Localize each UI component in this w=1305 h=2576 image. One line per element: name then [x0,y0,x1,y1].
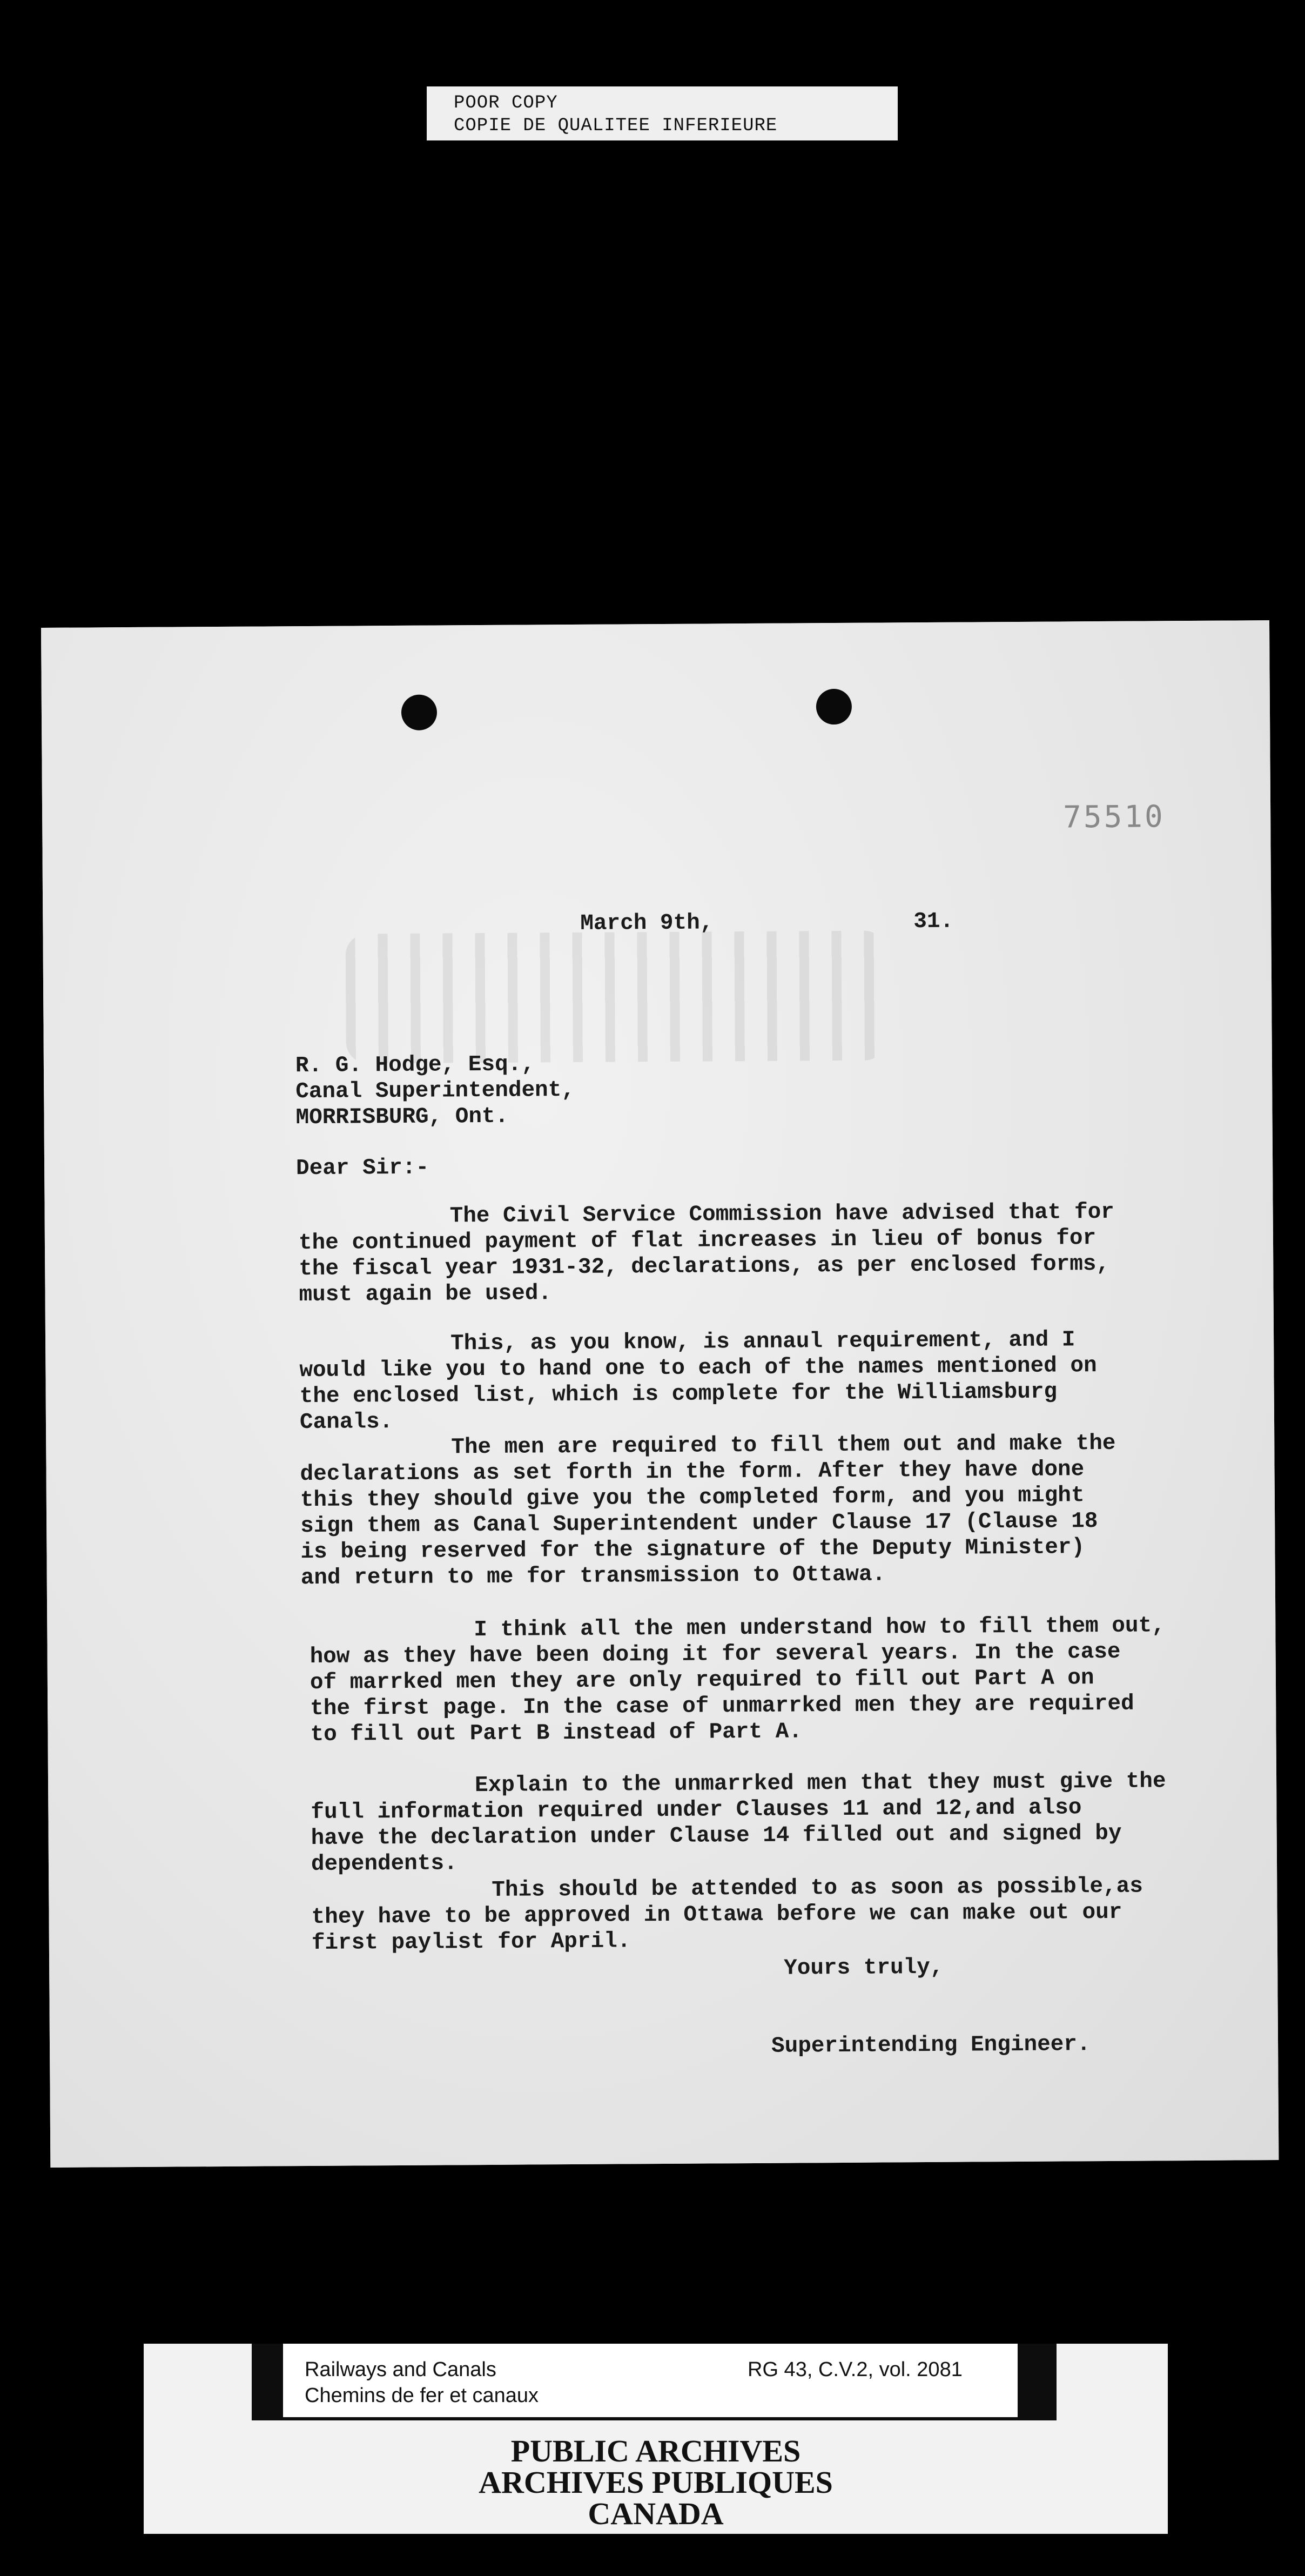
body-line: how as they have been doing it for several years. In the case [310,1639,1121,1669]
body-line: declarations as set forth in the form. After they have done [300,1457,1085,1487]
record-group-reference: RG 43, C.V.2, vol. 2081 [748,2358,963,2381]
poor-copy-label: POOR COPY [454,93,558,113]
department-fr: Chemins de fer et canaux [305,2384,539,2407]
body-line: Canals. [299,1410,393,1435]
body-line: the first page. In the case of unmarrked men they are required [310,1691,1134,1721]
letter-page [41,620,1279,2168]
poor-copy-notice [427,86,898,140]
body-line: would like you to hand one to each of the names mentioned on [299,1353,1097,1384]
body-line: and return to me for transmission to Ottawa. [300,1562,886,1591]
body-line: first paylist for April. [311,1929,631,1956]
archives-line: ARCHIVES PUBLIQUES [479,2465,833,2500]
letter-closing: Yours truly, [784,1955,944,1981]
letter-year: 31. [913,909,954,935]
body-line: they have to be approved in Ottawa before we can make out our [311,1900,1122,1930]
body-line: the continued payment of flat increases in lieu of bonus for [298,1226,1097,1256]
body-line: This should be attended to as soon as possible,as [492,1874,1143,1903]
archives-title [144,2433,1168,2531]
recipient-line: MORRISBURG, Ont. [295,1104,509,1131]
archive-reference-box [283,2344,1018,2417]
body-line: the fiscal year 1931-32, declarations, as per enclosed forms, [299,1251,1110,1282]
archive-footer [144,2344,1168,2534]
letter-date: March 9th, [580,910,714,936]
salutation: Dear Sir:- [295,1155,429,1182]
recipient-line: R. G. Hodge, Esq., [295,1052,535,1079]
department-en: Railways and Canals [305,2358,496,2381]
archives-line: PUBLIC ARCHIVES [510,2433,801,2468]
body-line: of marrked men they are only required to fill out Part A on [310,1666,1094,1695]
file-stamp-number: 75510 [1062,799,1165,835]
body-line: Explain to the unmarrked men that they must give the [474,1769,1166,1799]
letter-text [41,620,1279,2168]
body-line: dependents. [311,1851,458,1877]
body-line: This, as you know, is annaul requirement, and I [450,1327,1075,1357]
letter-signature: Superintending Engineer. [771,2032,1091,2059]
archives-line: CANADA [588,2496,724,2531]
body-line: must again be used. [299,1281,552,1308]
body-line: The Civil Service Commission have advised that for [449,1199,1114,1229]
body-line: The men are required to fill them out and make the [451,1431,1116,1460]
recipient-line: Canal Superintendent, [295,1077,575,1105]
department-labels [305,2357,539,2409]
body-line: to fill out Part B instead of Part A. [310,1719,803,1747]
poor-copy-label-fr: COPIE DE QUALITEE INFERIEURE [454,116,778,136]
body-line: sign them as Canal Superintendent under Clause 17 (Clause 18 [300,1509,1098,1539]
body-line: the enclosed list, which is complete for the Williamsburg [299,1379,1058,1410]
body-line: I think all the men understand how to fill them out, [474,1613,1165,1643]
body-line: is being reserved for the signature of the Deputy Minister) [300,1535,1085,1565]
body-line: have the declaration under Clause 14 filled out and signed by [311,1821,1122,1851]
body-line: full information required under Clauses 11 and 12,and also [311,1795,1082,1825]
body-line: this they should give you the completed form, and you might [300,1483,1085,1513]
